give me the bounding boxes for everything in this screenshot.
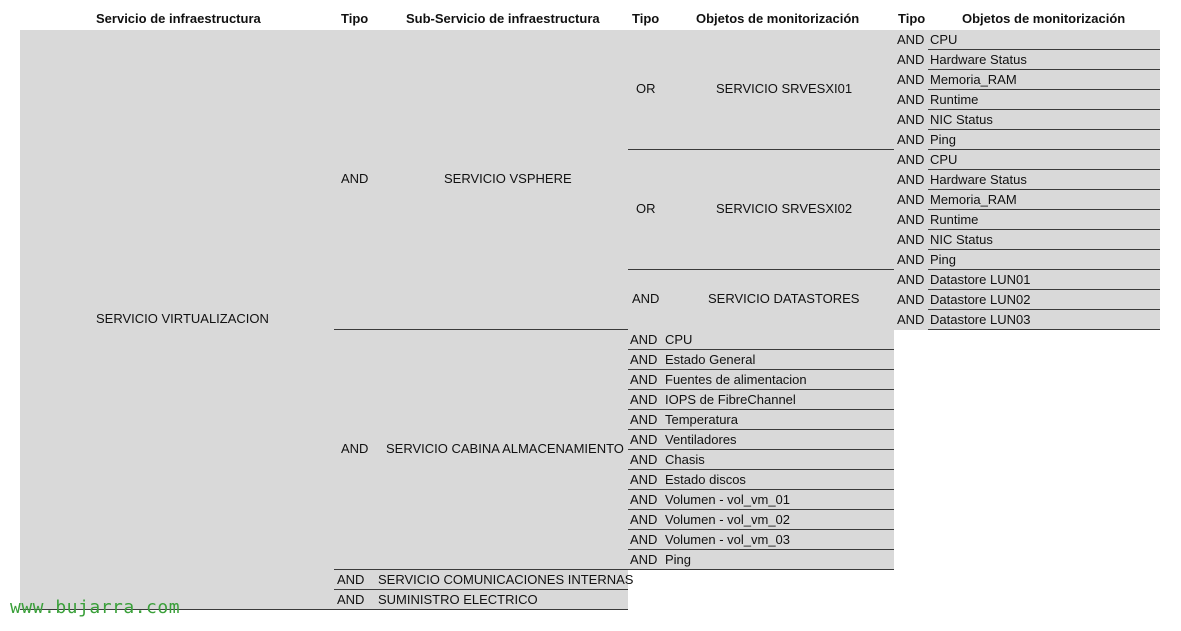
item-name: CPU — [930, 32, 958, 47]
header-objetos-1: Objetos de monitorización — [696, 11, 860, 26]
item-type: AND — [630, 472, 658, 487]
border-comunicaciones-bottom — [334, 589, 628, 590]
header-subservicio: Sub-Servicio de infraestructura — [406, 11, 600, 26]
cabina-type: AND — [341, 441, 369, 456]
item-name: Datastore LUN02 — [930, 292, 1031, 307]
row-border — [628, 569, 894, 570]
item-name: Estado discos — [665, 472, 746, 487]
item-name: CPU — [665, 332, 693, 347]
border-esxi01-bottom — [628, 149, 894, 150]
item-name: Runtime — [930, 212, 979, 227]
item-name: Ping — [930, 252, 957, 267]
datastores-type: AND — [632, 291, 660, 306]
row-border — [928, 329, 1160, 330]
item-name: NIC Status — [930, 112, 993, 127]
item-name: Hardware Status — [930, 52, 1027, 67]
item-type: AND — [630, 492, 658, 507]
header-tipo-1: Tipo — [341, 11, 369, 26]
item-type: AND — [897, 292, 925, 307]
item-name: Datastore LUN01 — [930, 272, 1031, 287]
watermark: www.bujarra.com — [10, 597, 181, 618]
item-type: AND — [897, 132, 925, 147]
item-type: AND — [897, 72, 925, 87]
item-type: AND — [897, 312, 925, 327]
item-type: AND — [630, 332, 658, 347]
subservice-group-background — [628, 30, 894, 330]
item-type: AND — [897, 172, 925, 187]
item-type: AND — [630, 532, 658, 547]
item-type: AND — [897, 272, 925, 287]
item-name: NIC Status — [930, 232, 993, 247]
header-objetos-2: Objetos de monitorización — [962, 11, 1126, 26]
item-name: Temperatura — [665, 412, 738, 427]
item-type: AND — [897, 52, 925, 67]
item-name: Datastore LUN03 — [930, 312, 1031, 327]
comunicaciones-type: AND — [337, 572, 365, 587]
item-name: Ping — [665, 552, 692, 567]
border-cabina-bottom — [334, 569, 628, 570]
item-type: AND — [630, 412, 658, 427]
srvesxi01-name: SERVICIO SRVESXI01 — [716, 81, 853, 96]
item-type: AND — [630, 372, 658, 387]
item-type: AND — [897, 192, 925, 207]
item-name: Chasis — [665, 452, 705, 467]
srvesxi02-type: OR — [636, 201, 656, 216]
vsphere-type: AND — [341, 171, 369, 186]
item-type: AND — [630, 432, 658, 447]
srvesxi02-name: SERVICIO SRVESXI02 — [716, 201, 853, 216]
item-type: AND — [630, 452, 658, 467]
row-border — [928, 129, 1160, 130]
item-name: Memoria_RAM — [930, 192, 1017, 207]
item-type: AND — [897, 152, 925, 167]
item-type: AND — [630, 392, 658, 407]
row-border — [928, 149, 1160, 150]
vsphere-name: SERVICIO VSPHERE — [444, 171, 572, 186]
suministro-name: SUMINISTRO ELECTRICO — [378, 592, 538, 607]
item-name: Volumen - vol_vm_03 — [665, 532, 791, 547]
srvesxi01-type: OR — [636, 81, 656, 96]
item-type: AND — [897, 112, 925, 127]
item-name: Memoria_RAM — [930, 72, 1017, 87]
item-name: Fuentes de alimentacion — [665, 372, 807, 387]
item-name: Ventiladores — [665, 432, 737, 447]
header-tipo-2: Tipo — [632, 11, 660, 26]
item-type: AND — [897, 232, 925, 247]
border-esxi02-bottom — [628, 269, 894, 270]
item-type: AND — [897, 212, 925, 227]
row-border — [928, 249, 1160, 250]
item-type: AND — [630, 352, 658, 367]
item-name: CPU — [930, 152, 958, 167]
item-type: AND — [630, 512, 658, 527]
item-name: IOPS de FibreChannel — [665, 392, 796, 407]
item-name: Volumen - vol_vm_02 — [665, 512, 791, 527]
header-servicio: Servicio de infraestructura — [96, 11, 261, 26]
datastores-name: SERVICIO DATASTORES — [708, 291, 860, 306]
cabina-name: SERVICIO CABINA ALMACENAMIENTO — [386, 441, 624, 456]
border-vsphere-bottom — [334, 329, 628, 330]
item-type: AND — [897, 252, 925, 267]
item-name: Runtime — [930, 92, 979, 107]
item-name: Hardware Status — [930, 172, 1027, 187]
comunicaciones-name: SERVICIO COMUNICACIONES INTERNAS — [378, 572, 634, 587]
item-name: Volumen - vol_vm_01 — [665, 492, 791, 507]
suministro-type: AND — [337, 592, 365, 607]
item-name: Estado General — [665, 352, 756, 367]
item-type: AND — [897, 32, 925, 47]
item-name: Ping — [930, 132, 957, 147]
item-type: AND — [897, 92, 925, 107]
item-type: AND — [630, 552, 658, 567]
service-virtualizacion: SERVICIO VIRTUALIZACION — [96, 311, 269, 326]
header-tipo-3: Tipo — [898, 11, 926, 26]
